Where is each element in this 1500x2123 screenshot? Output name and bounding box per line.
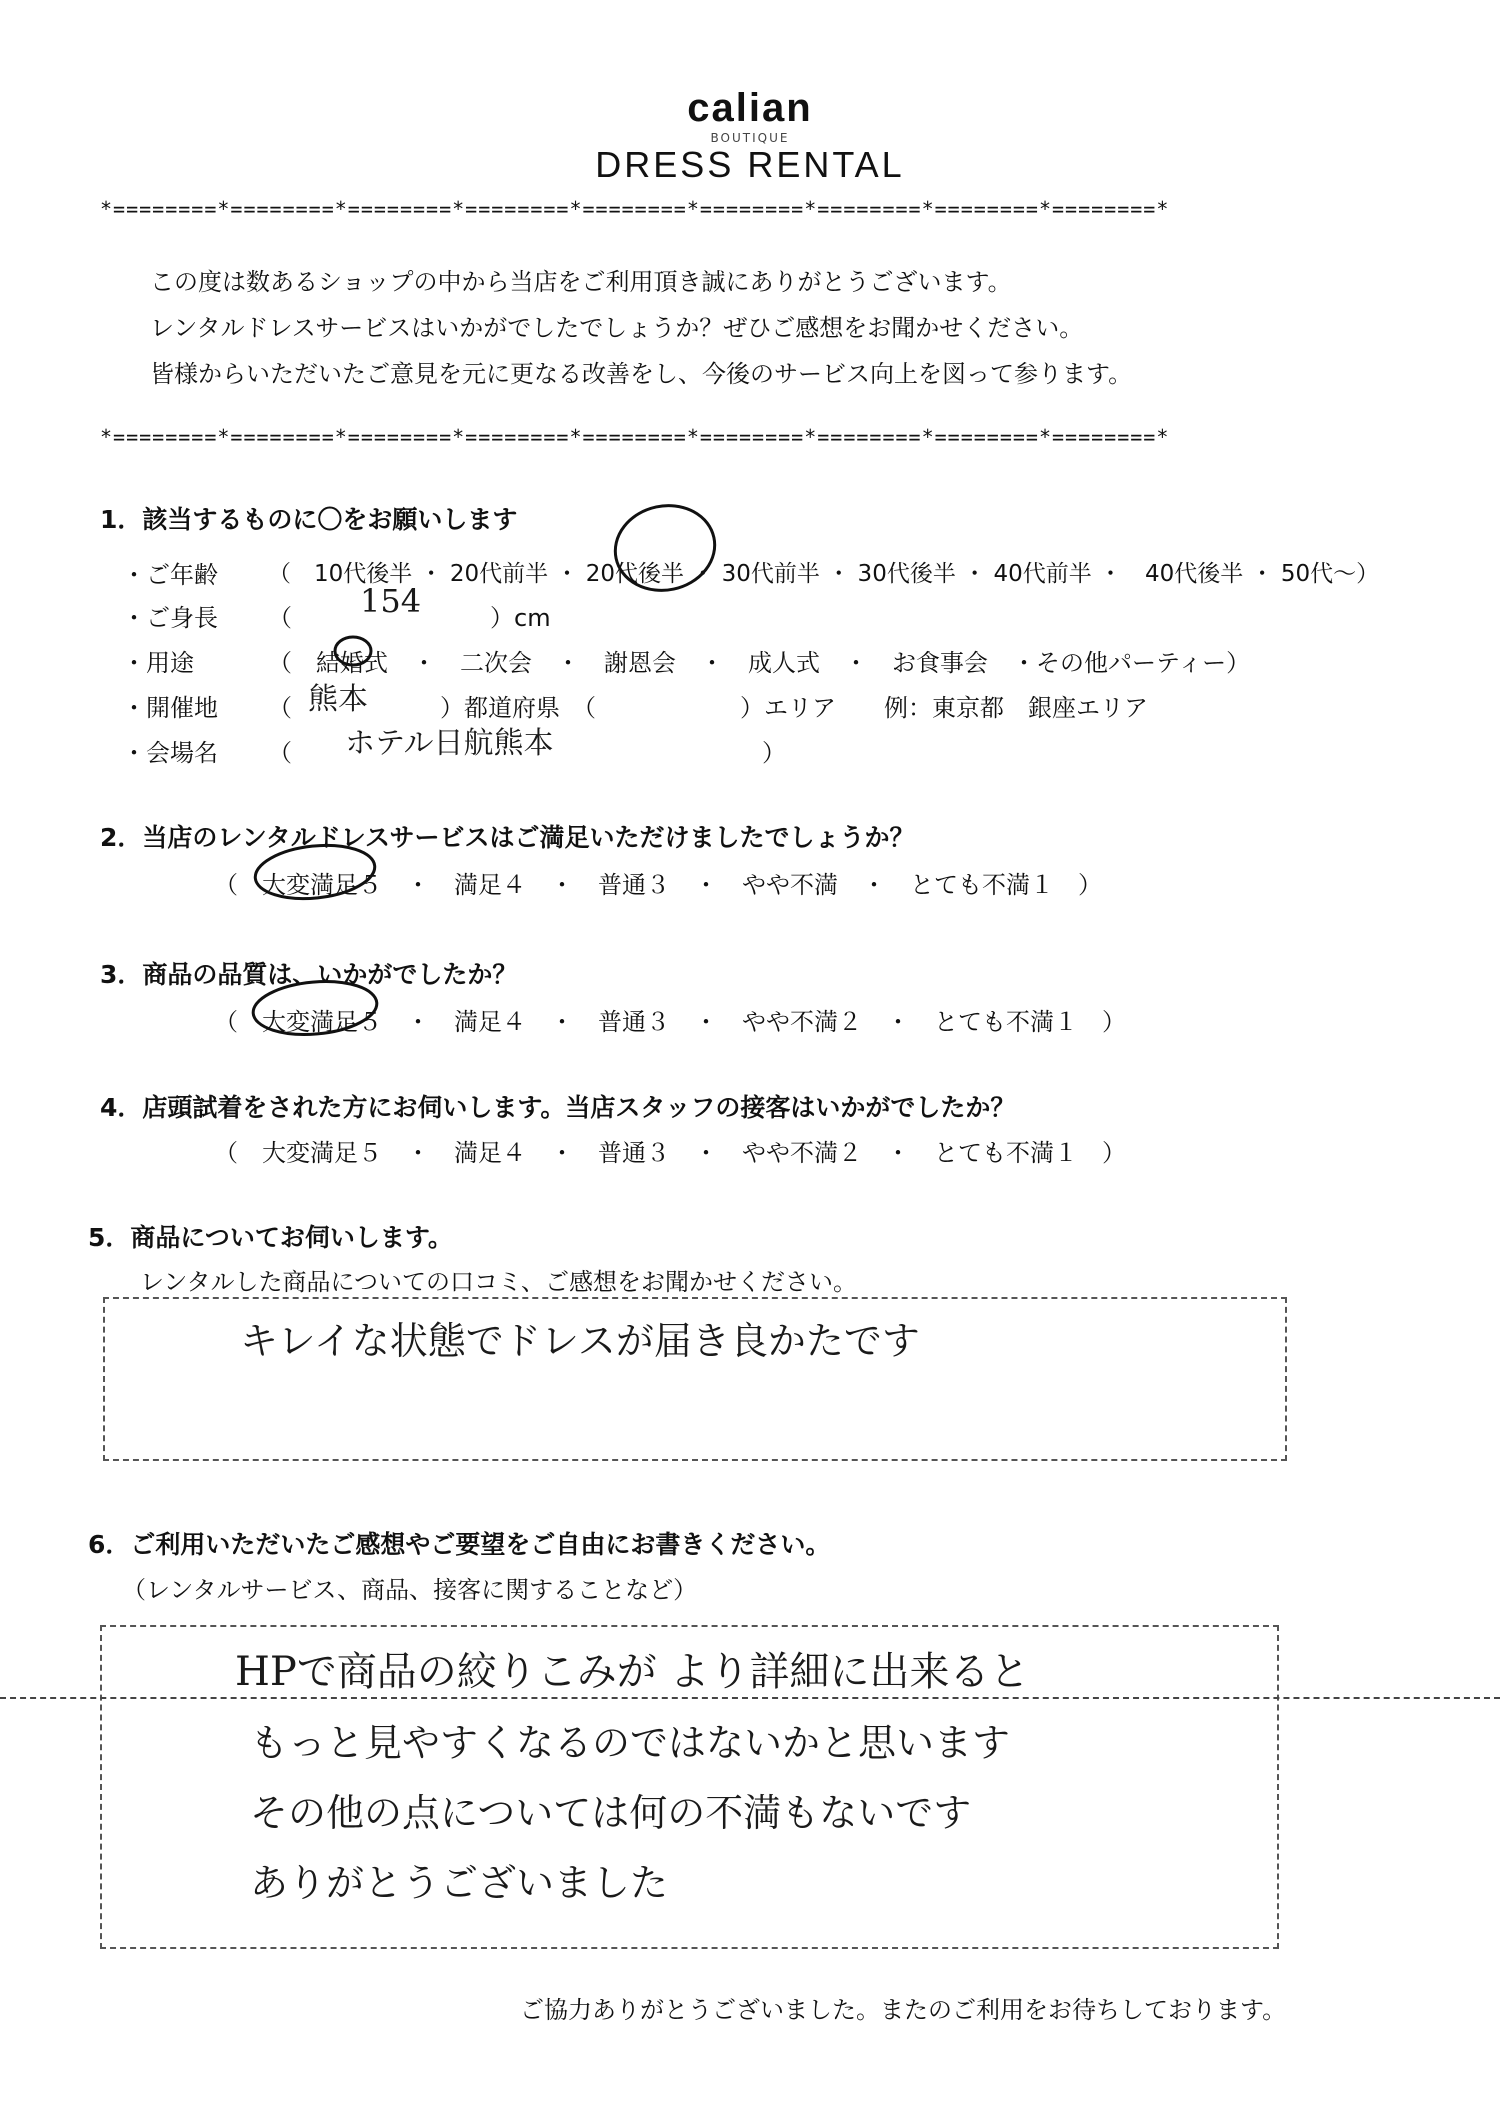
venue-area-rest: ）都道府県 （ ）エリア 例：東京都 銀座エリア <box>440 694 1148 722</box>
venue-area-value: 熊本 <box>308 682 368 717</box>
venue-area-open-paren: （ <box>268 694 292 722</box>
intro-line-2: レンタルドレスサービスはいかがでしたでしょうか？ぜひご感想をお聞かせください。 <box>150 314 1084 342</box>
q1-title: 1．該当するものに〇をお願いします <box>100 505 518 534</box>
q4-options: （ 大変満足５ ・ 満足４ ・ 普通３ ・ やや不満２ ・ とても不満１ ） <box>214 1139 1126 1167</box>
q3-title: 3．商品の品質は、いかがでしたか？ <box>100 960 518 989</box>
intro-line-3: 皆様からいただいたご意見を元に更なる改善をし、今後のサービス向上を図って参ります。 <box>150 360 1133 388</box>
venue-area-label: ・開催地 <box>122 694 218 722</box>
divider-bottom: *========*========*========*========*========*========*========*========*========* <box>100 425 1170 449</box>
venue-name-value: ホテル日航熊本 <box>345 726 554 761</box>
q2-selection-circle <box>253 840 378 904</box>
venue-name-label: ・会場名 <box>122 739 218 767</box>
q4-title: 4．店頭試着をされた方にお伺いします。当店スタッフの接客はいかがでしたか？ <box>100 1093 1016 1122</box>
page-title: DRESS RENTAL <box>595 144 905 185</box>
height-unit: ）cm <box>490 604 551 632</box>
divider-top: *========*========*========*========*========*========*========*========*========* <box>100 197 1170 221</box>
q6-title: 6．ご利用いただいたご感想やご要望をご自由にお書きください。 <box>88 1530 831 1559</box>
age-label: ・ご年齢 <box>122 561 218 589</box>
q6-answer-line-2: もっと見やすくなるのではないかと思います <box>250 1721 1011 1765</box>
age-selection-circle <box>607 497 722 600</box>
intro-line-1: この度は数あるショップの中から当店をご利用頂き誠にありがとうございます。 <box>150 268 1012 296</box>
q5-prompt: レンタルした商品についての口コミ、ご感想をお聞かせください。 <box>140 1268 857 1296</box>
venue-name-open-paren: （ <box>268 739 292 767</box>
venue-name-close-paren: ） <box>762 739 786 767</box>
height-value: 154 <box>360 582 422 620</box>
q2-title: 2．当店のレンタルドレスサービスはご満足いただけましたでしょうか？ <box>100 823 915 852</box>
q6-answer-line-3: その他の点については何の不満もないです <box>250 1791 972 1835</box>
brand-logo: calian <box>687 86 813 130</box>
q5-title: 5．商品についてお伺いします。 <box>88 1223 453 1252</box>
q3-options: （ 大変満足５ ・ 満足４ ・ 普通３ ・ やや不満２ ・ とても不満１ ） <box>214 1008 1126 1036</box>
height-label: ・ご身長 <box>122 604 218 632</box>
q2-options: （ 大変満足５ ・ 満足４ ・ 普通３ ・ やや不満 ・ とても不満１ ） <box>214 871 1102 899</box>
age-options: （ 10代後半 ・ 20代前半 ・ 20代後半 ・ 30代前半 ・ 30代後半 ・ 40代前半 ・ 40代後半 ・ 50代～） <box>268 561 1380 587</box>
q6-answer-line-4: ありがとうございました <box>250 1861 669 1905</box>
brand-subtitle: BOUTIQUE <box>710 131 790 145</box>
q6-answer-line-1: HPで商品の絞りこみが より詳細に出来ると <box>235 1649 1030 1695</box>
height-open-paren: （ <box>268 604 292 632</box>
purpose-options: （ 結婚式 ・ 二次会 ・ 謝恩会 ・ 成人式 ・ お食事会 ・その他パーティー） <box>268 649 1251 677</box>
q6-prompt: （レンタルサービス、商品、接客に関することなど） <box>122 1576 698 1604</box>
q3-selection-circle <box>251 977 379 1040</box>
purpose-selection-circle <box>335 637 371 665</box>
footer-thanks: ご協力ありがとうございました。またのご利用をお待ちしております。 <box>520 1996 1287 2024</box>
q5-answer: キレイな状態でドレスが届き良かたです <box>240 1319 920 1363</box>
purpose-label: ・用途 <box>122 649 194 677</box>
